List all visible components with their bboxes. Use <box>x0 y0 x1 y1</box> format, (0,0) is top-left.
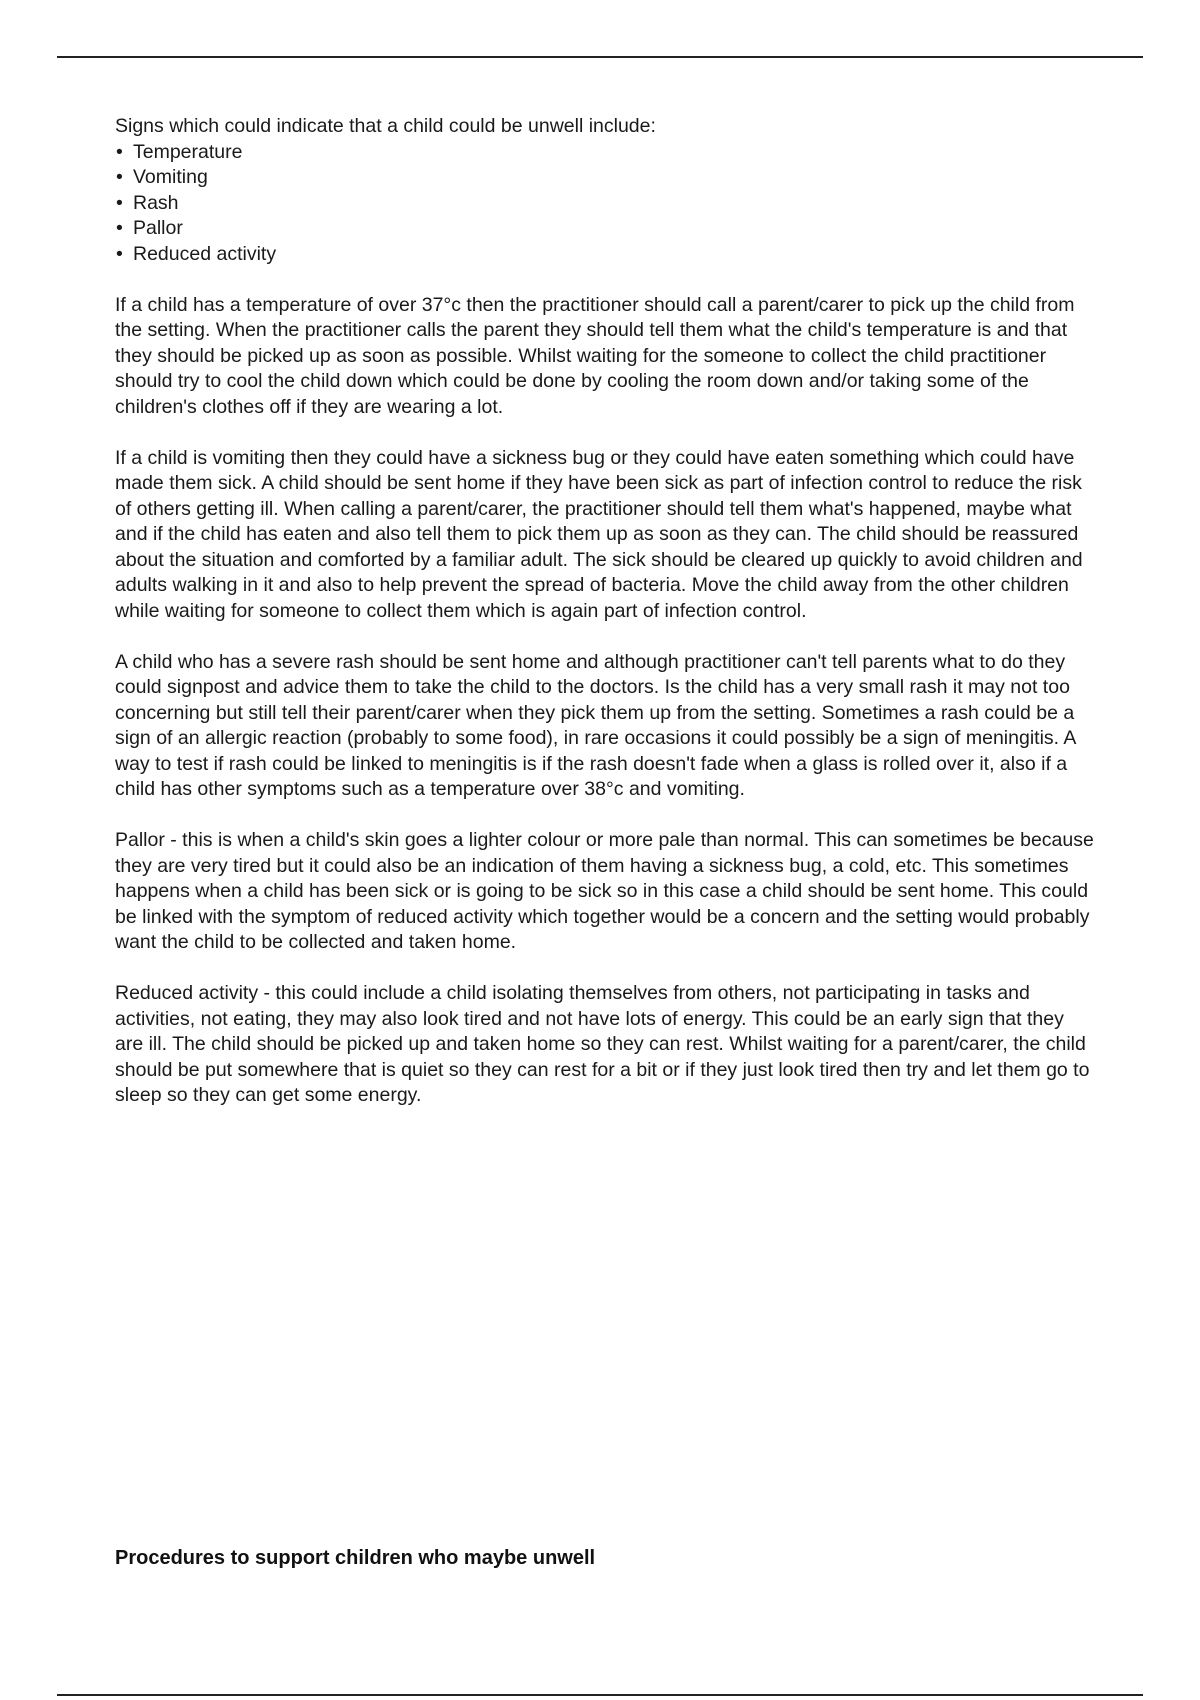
page-content <box>115 114 1095 1109</box>
intro-text: Signs which could indicate that a child could be unwell include: <box>115 115 656 137</box>
sign-item-vomiting: • Vomiting <box>115 165 1095 191</box>
paragraph-reduced-activity: Reduced activity - this could include a child isolating themselves from others, not participating in tasks and activities, not eating, they may also look tired and not have lots of energy. This could be an early sign that they are ill. The child should be picked up and taken home so they can rest. Whilst waiting for a parent/carer, the child should be put somewhere that is quiet so they can rest for a bit or if they just look tired then try and let them go to sleep so they can get some energy. <box>115 982 1090 1106</box>
signs-list <box>115 140 1095 268</box>
header-rule <box>57 56 1143 58</box>
sign-item-temperature: • Temperature <box>115 140 1095 166</box>
paragraph-pallor: Pallor - this is when a child's skin goes a lighter colour or more pale than normal. This can sometimes be because they are very tired but it could also be an indication of them having a sickness bug, a cold, etc. This sometimes happens when a child has been sick or is going to be sick so in this case a child should be sent home. This could be linked with the symptom of reduced activity which together would be a concern and the setting would probably want the child to be collected and taken home. <box>115 829 1094 953</box>
paragraph-vomiting: If a child is vomiting then they could have a sickness bug or they could have eaten something which could have made them sick. A child should be sent home if they have been sick as part of infection control to reduce the risk of others getting ill. When calling a parent/carer, the practitioner should tell them what's happened, maybe what and if the child has eaten and also tell them to pick them up as soon as they can. The child should be reassured about the situation and comforted by a familiar adult. The sick should be cleared up quickly to avoid children and adults walking in it and also to help prevent the spread of bacteria. Move the child away from the other children while waiting for someone to collect them which is again part of infection control. <box>115 446 1083 622</box>
footer-rule <box>57 1694 1143 1696</box>
sign-item-rash: • Rash <box>115 191 1095 217</box>
sign-item-pallor: • Pallor <box>115 216 1095 242</box>
paragraph-rash: A child who has a severe rash should be sent home and although practitioner can't tell parents what to do they could signpost and advice them to take the child to the doctors. Is the child has a very small rash it may not too concerning but still tell their parent/carer when they pick them up from the setting. Sometimes a rash could be a sign of an allergic reaction (probably to some food), in rare occasions it could possibly be a sign of meningitis. A way to test if rash could be linked to meningitis is if the rash doesn't fade when a glass is rolled over it, also if a child has other symptoms such as a temperature over 38°c and vomiting. <box>115 650 1076 800</box>
paragraph-temperature: If a child has a temperature of over 37°c then the practitioner should call a parent/carer to pick up the child from the setting. When the practitioner calls the parent they should tell them what the child's temperature is and that they should be picked up as soon as possible. Whilst waiting for the someone to collect the child practitioner should try to cool the child down which could be done by cooling the room down and/or taking some of the children's clothes off if they are wearing a lot. <box>115 293 1075 418</box>
sign-item-reduced-activity: • Reduced activity <box>115 242 1095 268</box>
section-heading: Procedures to support children who maybe unwell <box>115 1547 596 1569</box>
